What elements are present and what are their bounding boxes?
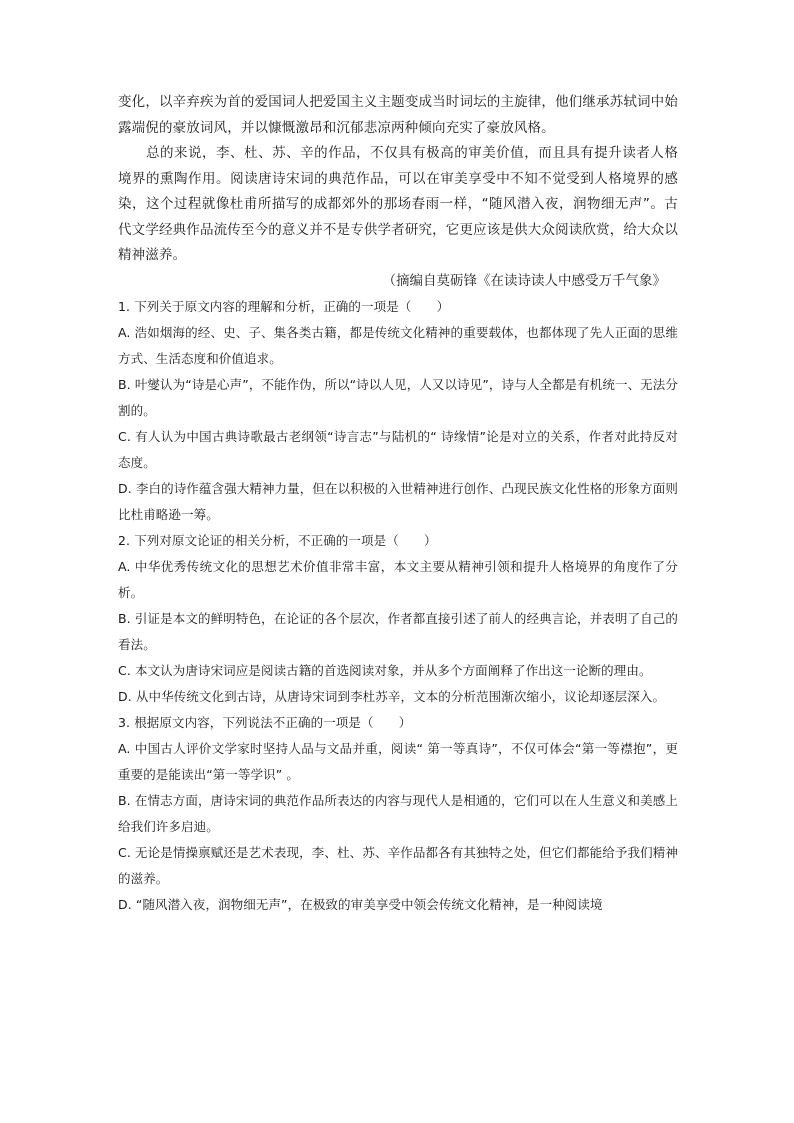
passage-source: （摘编自莫砺锋《在读诗读人中感受万千气象》 — [382, 272, 666, 289]
question-1-option-b: B. 叶燮认为“诗是心声”，不能作伪，所以“诗以人见，人又以诗见”，诗与人全都是有机统一、无法分割的。 — [118, 377, 678, 418]
question-2-stem: 2. 下列对原文论证的相关分析，不正确的一项是（ ） — [118, 533, 437, 548]
question-2-option-a: A. 中华优秀传统文化的思想艺术价值非常丰富，本文主要从精神引领和提升人格境界的角度作了分析。 — [118, 559, 678, 600]
question-1-option-a: A. 浩如烟海的经、史、子、集各类古籍，都是传统文化精神的重要载体，也都体现了先人正面的思维方式、生活态度和价值追求。 — [118, 325, 678, 366]
passage-paragraph-1: 变化，以辛弃疾为首的爱国词人把爱国主义主题变成当时词坛的主旋律，他们继承苏轼词中始露端倪的豪放词风，并以慷慨激昂和沉郁悲凉两种倾向充实了豪放风格。 — [118, 94, 678, 136]
question-1 — [118, 294, 678, 528]
passage-paragraph-2: 总的来说，李、杜、苏、辛的作品，不仅具有极高的审美价值，而且具有提升读者人格境界的熏陶作用。阅读唐诗宋词的典范作品，可以在审美享受中不知不觉受到人格境界的感染，这个过程就像杜甫所描写的成都郊外的那场春雨一样，“随风潜入夜，润物细无声”。古代文学经典作品流传至今的意义并不是专供学者研究，它更应该是供大众阅读欣赏，给大众以精神滋养。 — [118, 145, 678, 263]
question-3-option-b: B. 在情志方面，唐诗宋词的典范作品所表达的内容与现代人是相通的，它们可以在人生意义和美感上给我们许多启迪。 — [118, 793, 678, 834]
question-2-option-b: B. 引证是本文的鲜明特色，在论证的各个层次，作者都直接引述了前人的经典言论，并表明了自己的看法。 — [118, 611, 678, 652]
question-2-option-c: C. 本文认为唐诗宋词应是阅读古籍的首选阅读对象，并从多个方面阐释了作出这一论断的理由。 — [118, 663, 652, 678]
question-2 — [118, 528, 678, 710]
question-3 — [118, 710, 678, 918]
question-3-option-d: D. “随风潜入夜，润物细无声”，在极致的审美享受中领会传统文化精神，是一种阅读境 — [118, 897, 603, 912]
question-3-stem: 3. 根据原文内容，下列说法不正确的一项是（ ） — [118, 715, 412, 730]
question-3-option-a: A. 中国古人评价文学家时坚持人品与文品并重，阅读“ 第一等真诗”，不仅可体会“第一等襟抱”，更重要的是能读出“第一等学识” 。 — [118, 741, 678, 782]
page-content — [118, 90, 678, 918]
question-3-option-c: C. 无论是情操禀赋还是艺术表现，李、杜、苏、辛作品都各有其独特之处，但它们都能给予我们精神的滋养。 — [118, 845, 678, 886]
question-1-stem: 1. 下列关于原文内容的理解和分析，正确的一项是（ ） — [118, 299, 450, 314]
question-2-option-d: D. 从中华传统文化到古诗，从唐诗宋词到李杜苏辛，文本的分析范围渐次缩小，议论却逐层深入。 — [118, 689, 666, 704]
question-1-option-c: C. 有人认为中国古典诗歌最古老纲领“诗言志”与陆机的“ 诗缘情”论是对立的关系，作者对此持反对态度。 — [118, 429, 678, 470]
question-1-option-d: D. 李白的诗作蕴含强大精神力量，但在以积极的入世精神进行创作、凸现民族文化性格的形象方面则比杜甫略逊一筹。 — [118, 481, 678, 522]
